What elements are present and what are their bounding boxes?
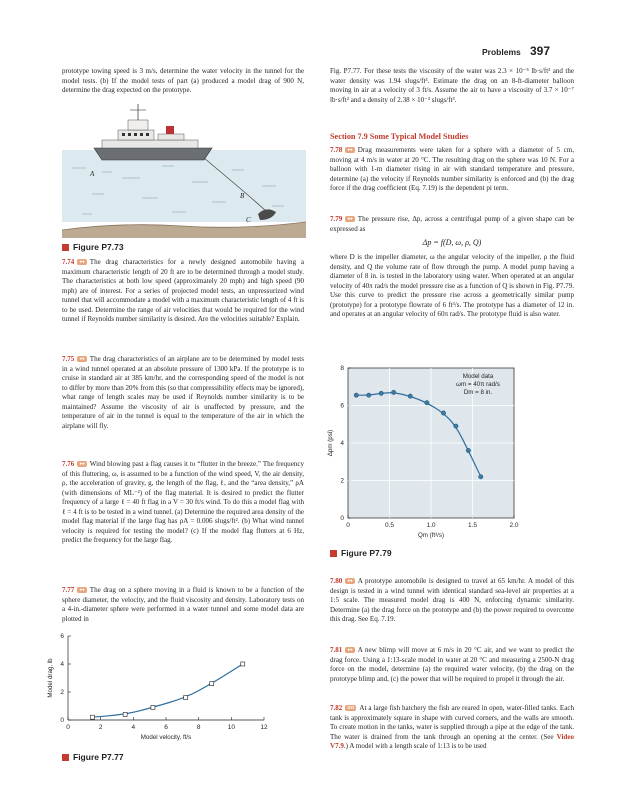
go-badge-icon (345, 705, 356, 711)
y-tick-label: 2 (60, 689, 64, 697)
x-tick-label: 12 (260, 724, 268, 731)
problem-7-80 (330, 577, 574, 625)
left-intro: prototype towing speed is 3 m/s, determine the water velocity in the tunnel for the model tests. (b) If the model tests of part (a) produced a model drag of 900 N, determine the drag expected on the prototype. (62, 67, 304, 94)
data-point (441, 411, 445, 415)
seabed (62, 222, 306, 238)
data-point (151, 705, 155, 709)
legend-line: Model data (462, 373, 494, 380)
data-point (210, 682, 214, 686)
problem-text: The drag on a sphere moving in a fluid is known to be a function of the sphere diameter, the velocity, and the fluid viscosity and density. Laboratory tests on a 4-in.-diameter sphere were performed in a water tunnel and some model data are plotted in (62, 586, 304, 623)
difficulty-badge-icon: ●● (79, 461, 85, 466)
x-tick-label: 2.0 (509, 522, 519, 529)
data-point (379, 391, 383, 395)
figure-p7-73-caption (62, 242, 124, 252)
problem-number: 7.75 (62, 355, 75, 363)
problem-number: 7.82 (330, 704, 343, 712)
y-tick-label: 6 (340, 402, 344, 410)
x-tick-label: 1.0 (426, 522, 436, 529)
data-point (479, 475, 483, 479)
go-badge-label: GO (347, 705, 355, 710)
y-axis-label: Δpm (psi) (327, 429, 334, 457)
problem-7-75 (62, 355, 304, 431)
problem-text-end: .) A model with a length scale of 1:13 is to be used (343, 742, 487, 750)
x-tick-label: 8 (196, 724, 201, 731)
video-link[interactable]: Video V7.9 (330, 732, 574, 750)
equation: Δp = f(D, ω, ρ, Q) (422, 238, 482, 247)
x-tick-label: 6 (164, 724, 168, 731)
data-point (184, 696, 188, 700)
data-point (354, 393, 358, 397)
header-section: Problems (482, 47, 521, 57)
x-tick-label: 0 (346, 522, 350, 529)
section-title: Section 7.9 Some Typical Model Studies (330, 132, 469, 141)
label-c: C (246, 216, 251, 224)
difficulty-badge-icon: ●● (347, 216, 353, 221)
data-point (408, 394, 412, 398)
x-tick-label: 2 (98, 724, 103, 731)
figure-p7-77-caption-text: Figure P7.77 (73, 752, 124, 762)
data-point (391, 390, 395, 394)
figure-p7-73-illustration (62, 98, 306, 238)
data-point (123, 712, 127, 716)
y-tick-label: 0 (60, 717, 64, 725)
x-tick-label: 10 (227, 724, 235, 731)
problem-number: 7.81 (330, 646, 343, 654)
problem-7-78 (330, 146, 574, 194)
problem-7-82 (330, 704, 574, 752)
problem-text: At a large fish hatchery the fish are reared in open, water-filled tanks. Each tank is approximately square in shape with curved corners, and the walls are smooth. To create motion in the tanks, water is supplied through a pipe at the edge of the tank. The water is drained from the tank through an opening at the center. (See (330, 704, 574, 741)
y-tick-label: 2 (340, 477, 344, 485)
y-tick-label: 0 (340, 515, 344, 523)
problem-7-79-continued: where D is the impeller diameter, ω the angular velocity of the impeller, ρ the fluid density, and Q the volume rate of flow through the pump. A model pump having a diameter of 8 in. is tested in the laboratory using water. When operated at an angular velocity of 40π rad/s the model pressure rise as a function of Q is shown in Fig. P7.79. Use this curve to predict the pressure rise across a geometrically similar pump (prototype) for a prototype flowrate of 6 ft³/s. The prototype has a diameter of 12 in. and operates at an angular velocity of 60π rad/s. The prototype fluid is also water. (330, 253, 574, 318)
problem-text: Wind blowing past a flag causes it to “flutter in the breeze.” The frequency of this fluttering, ω, is assumed to be a function of the wind speed, V, the air density, ρ, the acceleration of gravity, g, the length of the flag, ℓ, and the “area density,” ρA (with dimensions of ML⁻²) of the flag material. It is desired to predict the flutter frequency of a large ℓ = 40 ft flag in a V = 30 ft/s wind. To do this a model flag with ℓ = 4 ft is to be tested in a wind tunnel. (a) Determine the required area density of the model flag material if the large flag has ρA = 0.006 slugs/ft². (b) What wind tunnel velocity is required for testing the model? (c) If the model flag flutters at 6 Hz, predict the frequency for the large flag. (62, 460, 304, 544)
difficulty-badge-icon: ●● (79, 587, 85, 592)
data-point (454, 424, 458, 428)
data-point (367, 393, 371, 397)
chart-p7-79 (320, 360, 520, 540)
x-axis-label: Qm (ft³/s) (417, 532, 445, 539)
problem-7-81 (330, 646, 574, 684)
legend-line: ωm = 40π rad/s (456, 381, 500, 388)
problem-text: A new blimp will move at 6 m/s in 20 °C air, and we want to predict the drag force. Using a 1:13-scale model in water at 20 °C and measuring a 2500-N drag force on the model, determine (a) the required water velocity, (b) the drag on the prototype blimp and, (c) the power that will be required to propel it through the air. (330, 646, 574, 683)
problem-text: The drag characteristics for a newly designed automobile having a maximum characteristic length of 20 ft are to be determined through a model study. The characteristics at both low speed (approximately 20 mph) and high speed (90 mph) are of interest. For a series of projected model tests, an unpressurized wind tunnel that will accommodate a model with a maximum characteristic length of 4 ft is to be used. Determine the range of air velocities that would be required for the wind tunnel if Reynolds number similarity is desired. Are the velocities suitable? Explain. (62, 258, 304, 323)
x-tick-label: 4 (131, 724, 136, 731)
x-tick-label: 1.5 (467, 522, 478, 529)
data-point (241, 662, 245, 666)
y-tick-label: 8 (340, 365, 344, 373)
problem-text: The drag characteristics of an airplane are to be determined by model tests in a wind tunnel operated at an absolute pressure of 1300 kPa. If the prototype is to cruise in standard air at 385 km/hr, and the corresponding speed of the model is not to differ by more than 20% from this (so that compressibility effects may be ignored), what range of length scales may be used if Reynolds number similarity is to be maintained? Assume the viscosity of air is unaffected by pressure, and the temperature of air in the tunnel is equal to the temperature of the air in which the airplane will fly. (62, 355, 304, 430)
problem-number: 7.74 (62, 258, 75, 266)
figure-p7-73-caption-text: Figure P7.73 (73, 242, 124, 252)
legend-line: Dm = 8 in. (463, 389, 493, 396)
problem-text: The pressure rise, Δp, across a centrifugal pump of a given shape can be expressed as (330, 215, 574, 233)
data-point (91, 715, 95, 719)
difficulty-badge-icon: ●● (347, 647, 353, 652)
problem-number: 7.78 (330, 146, 343, 154)
difficulty-badge-icon: ●● (347, 147, 353, 152)
y-tick-label: 4 (340, 440, 344, 448)
problem-7-79 (330, 215, 574, 234)
difficulty-badge-icon: ●● (79, 259, 85, 264)
problem-7-74 (62, 258, 304, 325)
data-point (466, 448, 470, 452)
y-tick-label: 4 (60, 661, 64, 669)
problem-number: 7.77 (62, 586, 75, 594)
problem-7-76 (62, 460, 304, 546)
difficulty-badge-icon: ●● (79, 356, 85, 361)
label-b: B (240, 192, 245, 200)
figure-p7-79-caption (330, 548, 392, 558)
series-line (93, 664, 243, 717)
x-tick-label: 0.5 (384, 522, 395, 529)
figure-p7-79-caption-text: Figure P7.79 (341, 548, 392, 558)
y-tick-label: 6 (60, 633, 64, 641)
y-axis-label: Model drag, lb (47, 658, 54, 698)
problem-number: 7.80 (330, 577, 343, 585)
problem-text: A prototype automobile is designed to travel at 65 km/hr. A model of this design is tested in a wind tunnel with identical standard sea-level air properties at a 1:5 scale. The measured model drag is 400 N, enforcing dynamic similarity. Determine (a) the drag force on the prototype and (b) the power required to overcome this drag. See Eq. 7.19. (330, 577, 574, 623)
page-number: 397 (530, 44, 551, 58)
figure-p7-77-caption (62, 752, 124, 762)
x-axis-label: Model velocity, ft/s (140, 734, 192, 741)
chart-p7-77 (47, 626, 292, 741)
right-intro: Fig. P7.77. For these tests the viscosity of the water was 2.3 × 10⁻⁵ lb·s/ft² and the water density was 1.94 slugs/ft³. Estimate the drag on an 8-ft-diameter balloon moving in air at a velocity of 3 ft/s. Assume the air to have a viscosity of 3.7 × 10⁻⁷ lb·s/ft² and a density of 2.38 × 10⁻³ slugs/ft³. (330, 67, 574, 104)
data-point (425, 400, 429, 404)
problem-number: 7.76 (62, 460, 75, 468)
problem-7-77 (62, 586, 304, 624)
problem-text: Drag measurements were taken for a sphere with a diameter of 5 cm, moving at 4 m/s in water at 20 °C. The resulting drag on the sphere was 10 N. For a balloon with 1-m diameter rising in air with standard temperature and pressure, determine (a) the velocity if Reynolds number similarity is enforced and (b) the drag force if the drag coefficient (Eq. 7.19) is the dependent pi term. (330, 146, 574, 192)
x-tick-label: 0 (66, 724, 70, 731)
running-header (470, 44, 560, 58)
label-a: A (90, 170, 95, 178)
difficulty-badge-icon: ●● (347, 578, 353, 583)
problem-number: 7.79 (330, 215, 343, 223)
